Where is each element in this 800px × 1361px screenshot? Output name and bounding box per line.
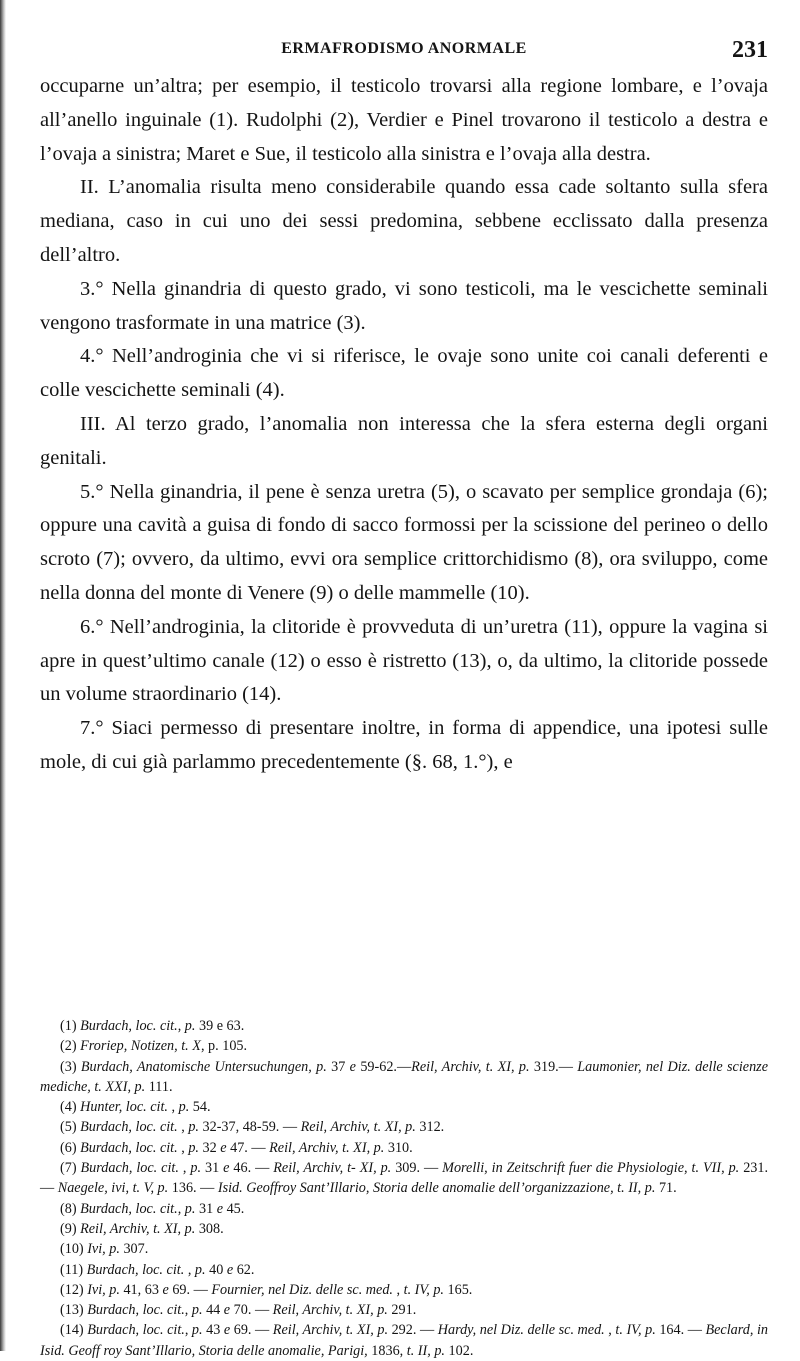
- paragraph-item-5: 5.° Nella ginandria, il pene è senza uretra (5), o scavato per semplice grondaja (6); oppure una cavità a guisa di fondo di sacco formossi per la scissione del perineo o dello scroto (7); ovvero, da ultimo, evvi ora semplice crittorchidismo (8), ora sviluppo, come nella donna del monte di Venere (9) o delle mammelle (10).: [40, 480, 768, 604]
- footnote: [40, 1199, 768, 1219]
- footnote: [40, 1158, 768, 1199]
- paragraph-section-iii: III. Al terzo grado, l’anomalia non interessa che la sfera esterna degli organi genitali.: [40, 412, 768, 469]
- paragraph-item-6: 6.° Nell’androginia, la clitoride è provveduta di un’uretra (11), oppure la vagina si apre in quest’ultimo canale (12) o esso è ristretto (13), o, da ultimo, la clitoride possede un volume straordinario (14).: [40, 615, 768, 706]
- footnote: [40, 1016, 768, 1036]
- footnote-text: Froriep, Notizen, t. X, p. 105.: [80, 1038, 248, 1055]
- footnote-number: (3): [60, 1058, 81, 1075]
- footnote-number: (2): [60, 1038, 81, 1055]
- footnote-number: (14): [60, 1322, 88, 1339]
- footnote-number: (7): [60, 1160, 81, 1177]
- footnote: [40, 1097, 768, 1117]
- footnote-text: Burdach, loc. cit., p. 31 e 45.: [80, 1200, 245, 1217]
- footnote-text: Burdach, loc. cit. , p. 32-37, 48-59. — Reil, Archiv, t. XI, p. 312.: [80, 1119, 445, 1136]
- footnote: [40, 1300, 768, 1320]
- footnote-number: (6): [60, 1139, 81, 1156]
- footnote: [40, 1036, 768, 1056]
- paragraph-continued: occuparne un’altra; per esempio, il testicolo trovarsi alla regione lombare, e l’ovaja all’anello inguinale (1). Rudolphi (2), Verdier e Pinel trovarono il testicolo a destra e l’ovaja a sinistra; Maret e Sue, il testicolo alla sinistra e l’ovaja alla destra.: [40, 75, 768, 165]
- footnote-number: (5): [60, 1119, 81, 1136]
- footnote-text: Burdach, loc. cit., p. 39 e 63.: [80, 1018, 245, 1034]
- footnote-number: (9): [60, 1220, 81, 1237]
- footnote-text: Ivi, p. 307.: [87, 1241, 149, 1258]
- footnote: [40, 1138, 768, 1158]
- footnote-text: Burdach, Anatomische Untersuchungen, p. 37 e 59-62.—Reil, Archiv, t. XI, p. 319.— Laumonier, nel Diz. delle scienze mediche, t. XXI, p. 111.: [40, 1058, 768, 1095]
- footnote-text: Burdach, loc. cit. , p. 32 e 47. — Reil, Archiv, t. XI, p. 310.: [80, 1139, 413, 1156]
- footnote-number: (1): [60, 1018, 81, 1034]
- footnote-text: Burdach, loc. cit., p. 43 e 69. — Reil, Archiv, t. XI, p. 292. — Hardy, nel Diz. delle sc. med. , t. IV, p. 164. — Beclard, in Isid. Geoff roy Sant’Illario, Storia delle anomalie, Parigi, 1836, t. II, p. 102.: [40, 1322, 768, 1359]
- paragraph-item-3: 3.° Nella ginandria di questo grado, vi sono testicoli, ma le vescichette seminali vengono trasformate in una matrice (3).: [40, 277, 768, 334]
- main-text: [40, 70, 768, 780]
- footnote-text: Burdach, loc. cit. , p. 31 e 46. — Reil, Archiv, t- XI, p. 309. — Morelli, in Zeitschrift fuer die Physiologie, t. VII, p. 231. — Naegele, ivi, t. V, p. 136. — Isid. Geoffroy Sant’Illario, Storia delle anomalie dell’organizzazione, t. II, p. 71.: [40, 1160, 769, 1197]
- running-title: ERMAFRODISMO ANORMALE: [281, 40, 527, 57]
- footnotes: [40, 1016, 768, 1361]
- footnote-number: (4): [60, 1099, 81, 1116]
- footnote-number: (10): [60, 1241, 88, 1258]
- footnote-number: (12): [60, 1281, 88, 1298]
- footnote-text: Hunter, loc. cit. , p. 54.: [80, 1099, 211, 1116]
- footnote: [40, 1260, 768, 1280]
- paragraph-item-7: 7.° Siaci permesso di presentare inoltre, in forma di appendice, una ipotesi sulle mole, di cui già parlammo precedentemente (§. 68, 1.°), e: [40, 717, 768, 773]
- footnote-text: Ivi, p. 41, 63 e 69. — Fournier, nel Diz. delle sc. med. , t. IV, p. 165.: [87, 1281, 473, 1298]
- footnote: [40, 1280, 768, 1300]
- footnote-number: (8): [60, 1200, 81, 1217]
- page-number: 231: [732, 37, 768, 63]
- footnote: [40, 1219, 768, 1239]
- paragraph-item-4: 4.° Nell’androginia che vi si riferisce, le ovaje sono unite coi canali deferenti e colle vescichette seminali (4).: [40, 345, 768, 402]
- footnote-number: (13): [60, 1302, 88, 1319]
- footnote-text: Burdach, loc. cit. , p. 40 e 62.: [86, 1261, 255, 1278]
- footnote-number: (11): [60, 1261, 87, 1278]
- footnote-text: Burdach, loc. cit., p. 44 e 70. — Reil, Archiv, t. XI, p. 291.: [87, 1302, 417, 1319]
- page-binding-shadow: [0, 0, 6, 1351]
- footnote: [40, 1057, 768, 1098]
- footnote: [40, 1239, 768, 1259]
- paragraph-section-ii: II. L’anomalia risulta meno considerabile quando essa cade soltanto sulla sfera mediana, caso in cui uno dei sessi predomina, sebbene ecclissato dalla presenza dell’altro.: [40, 176, 768, 266]
- running-head: [40, 37, 768, 70]
- footnote-text: Reil, Archiv, t. XI, p. 308.: [80, 1220, 224, 1237]
- footnote: [40, 1320, 768, 1361]
- footnote: [40, 1117, 768, 1137]
